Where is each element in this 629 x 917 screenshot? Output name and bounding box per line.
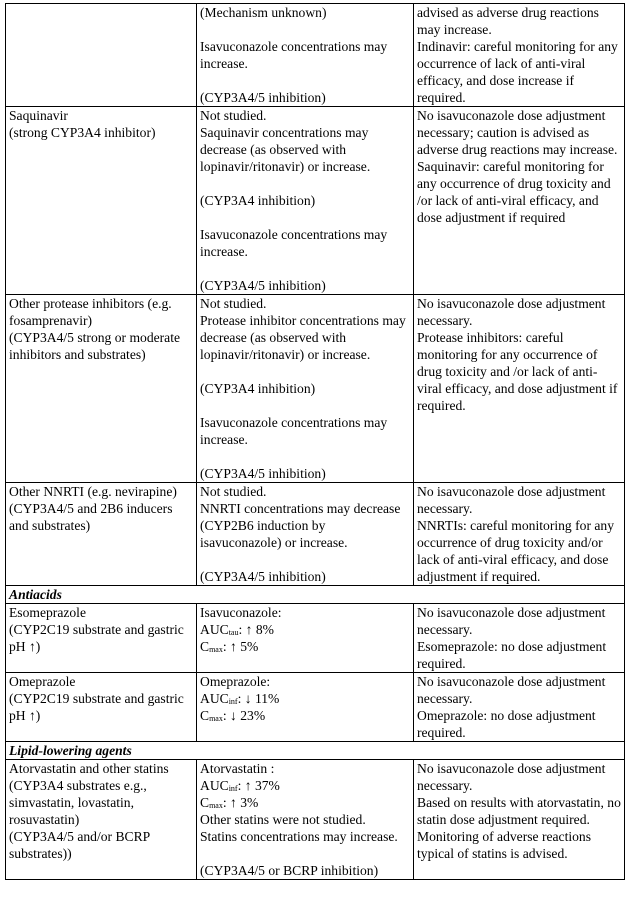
recommendation-cell — [414, 604, 625, 673]
recommendation-cell — [414, 483, 625, 586]
drug-cell — [6, 483, 197, 586]
cell-text: (Mechanism unknown) Isavuconazole concentrations may increase. (CYP3A4/5 inhibition) — [200, 5, 388, 105]
cell-subscript: max — [209, 645, 223, 654]
cell-subscript: max — [209, 801, 223, 810]
recommendation-cell — [414, 673, 625, 742]
recommendation-cell — [414, 295, 625, 483]
cell-subscript: inf — [228, 697, 238, 706]
table-row — [6, 673, 625, 742]
drug-cell — [6, 107, 197, 295]
section-heading: Lipid-lowering agents — [6, 742, 625, 760]
recommendation-cell — [414, 760, 625, 880]
effect-cell — [197, 107, 414, 295]
cell-text: : ↑ 8% C — [200, 622, 274, 654]
effect-cell — [197, 604, 414, 673]
cell-text: Other protease inhibitors (e.g. fosamprenavir) (CYP3A4/5 strong or moderate inhibitors and substrates) — [9, 296, 181, 362]
table-row — [6, 295, 625, 483]
table-row — [6, 107, 625, 295]
recommendation-cell — [414, 4, 625, 107]
effect-cell — [197, 295, 414, 483]
cell-text: Not studied. NNRTI concentrations may decrease (CYP2B6 induction by isavuconazole) or increase. (CYP3A4/5 inhibition) — [200, 484, 401, 584]
drug-cell — [6, 673, 197, 742]
cell-subscript: inf — [228, 784, 238, 793]
cell-text: Other NNRTI (e.g. nevirapine) (CYP3A4/5 and 2B6 inducers and substrates) — [9, 484, 177, 533]
table-row — [6, 604, 625, 673]
effect-cell — [197, 483, 414, 586]
cell-text: No isavuconazole dose adjustment necessary; caution is advised as adverse drug reactions may increase. Saquinavir: careful monitoring for any occurrence of drug toxicity and /or lack of anti-viral efficacy, and dose adjustment if required — [417, 108, 618, 225]
cell-text: advised as adverse drug reactions may increase. Indinavir: careful monitoring for any occurrence of lack of anti-viral efficacy, and dose increase if required. — [417, 5, 618, 105]
cell-text: : ↓ 23% — [222, 708, 266, 723]
effect-cell — [197, 4, 414, 107]
effect-cell — [197, 760, 414, 880]
effect-cell — [197, 673, 414, 742]
cell-text: Not studied. Saquinavir concentrations may decrease (as observed with lopinavir/ritonavir) or increase. (CYP3A4 inhibition) Isavuconazole concentrations may increase. (CYP3A4/5 inhibition) — [200, 108, 388, 293]
cell-text: Atorvastatin and other statins (CYP3A4 substrates e.g., simvastatin, lovastatin, rosuvastatin) (CYP3A4/5 and/or BCRP substrates)) — [9, 761, 169, 861]
cell-text: : ↓ 11% C — [200, 691, 280, 723]
table-row — [6, 4, 625, 107]
cell-text: Omeprazole (CYP2C19 substrate and gastric pH ↑) — [9, 674, 184, 723]
cell-text: No isavuconazole dose adjustment necessary. Omeprazole: no dose adjustment required. — [417, 674, 606, 740]
cell-subscript: max — [209, 714, 223, 723]
cell-text: : ↑ 3% Other statins were not studied. Statins concentrations may increase. (CYP3A4/5 or BCRP inhibition) — [200, 795, 398, 878]
drug-cell — [6, 760, 197, 880]
cell-text: No isavuconazole dose adjustment necessary. Based on results with atorvastatin, no statin dose adjustment required. Monitoring of adverse reactions typical of statins is advised. — [417, 761, 621, 861]
interaction-table-body — [6, 4, 625, 880]
table-row — [6, 483, 625, 586]
cell-text: Isavuconazole: AUC — [200, 605, 282, 637]
cell-subscript: tau — [228, 628, 239, 637]
cell-text: No isavuconazole dose adjustment necessary. Esomeprazole: no dose adjustment required. — [417, 605, 607, 671]
section-row — [6, 742, 625, 760]
interaction-table — [5, 3, 625, 880]
cell-text: Esomeprazole (CYP2C19 substrate and gastric pH ↑) — [9, 605, 184, 654]
drug-cell — [6, 604, 197, 673]
drug-cell — [6, 295, 197, 483]
cell-text: : ↑ 37% C — [200, 778, 280, 810]
cell-text: Saquinavir (strong CYP3A4 inhibitor) — [9, 108, 156, 140]
cell-text: : ↑ 5% — [222, 639, 259, 654]
cell-text: No isavuconazole dose adjustment necessary. NNRTIs: careful monitoring for any occurrence of drug toxicity and/or lack of anti-viral efficacy, and dose adjustment if required. — [417, 484, 614, 584]
cell-text: No isavuconazole dose adjustment necessary. Protease inhibitors: careful monitoring for any occurrence of drug toxicity and /or lack of anti-viral efficacy, and dose adjustment if required. — [417, 296, 618, 413]
table-row — [6, 760, 625, 880]
cell-text: Atorvastatin : AUC — [200, 761, 275, 793]
drug-cell — [6, 4, 197, 107]
recommendation-cell — [414, 107, 625, 295]
section-heading: Antiacids — [6, 586, 625, 604]
section-row — [6, 586, 625, 604]
cell-text: Not studied. Protease inhibitor concentrations may decrease (as observed with lopinavir/ritonavir) or increase. (CYP3A4 inhibition) Isavuconazole concentrations may increase. (CYP3A4/5 inhibition) — [200, 296, 406, 481]
cell-text: Omeprazole: AUC — [200, 674, 271, 706]
